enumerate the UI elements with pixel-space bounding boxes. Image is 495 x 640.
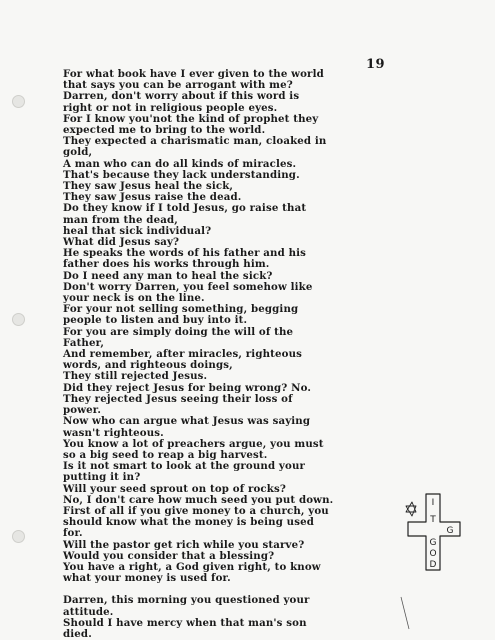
text-line: attitude. <box>63 605 114 618</box>
text-line: For I know you'not the kind of prophet they <box>63 112 319 125</box>
text-line: You have a right, a God given right, to know <box>63 560 321 573</box>
main-paragraph <box>63 69 393 584</box>
binder-hole <box>12 530 25 543</box>
text-line: Will your seed sprout on top of rocks? <box>63 482 286 495</box>
hand-drawn-cross-icon <box>402 492 466 574</box>
text-line: They saw Jesus heal the sick, <box>63 180 234 193</box>
text-line: Darren, this morning you questioned your <box>63 594 310 607</box>
cross-letter: D <box>429 560 437 570</box>
text-line: should know what the money is being used <box>63 516 315 529</box>
text-line: They rejected Jesus seeing their loss of <box>63 392 293 405</box>
text-line: your neck is on the line. <box>63 292 205 305</box>
cross-letter: G <box>429 538 437 548</box>
text-line: Would you consider that a blessing? <box>63 549 275 562</box>
binder-hole <box>12 95 25 108</box>
text-line: You know a lot of preachers argue, you must <box>63 437 324 450</box>
text-line: expected me to bring to the world. <box>63 124 266 137</box>
text-line: so a big seed to reap a big harvest. <box>63 448 268 461</box>
text-line: They expected a charismatic man, cloaked in <box>63 135 327 148</box>
text-line: Darren, don't worry about if this word is <box>63 90 300 103</box>
text-line: gold, <box>63 146 93 159</box>
cross-letter: G <box>446 526 454 536</box>
text-line: What did Jesus say? <box>63 236 180 249</box>
text-line: Do they know if I told Jesus, go raise that <box>63 202 307 215</box>
closing-paragraph <box>63 595 393 640</box>
text-line: Don't worry Darren, you feel somehow like <box>63 280 313 293</box>
text-line: They still rejected Jesus. <box>63 370 208 383</box>
text-line: that says you can be arrogant with me? <box>63 79 293 92</box>
text-line: power. <box>63 404 102 417</box>
text-line: father does his works through him. <box>63 258 270 271</box>
text-line: right or not in religious people eyes. <box>63 101 278 114</box>
text-line: Will the pastor get rich while you starve? <box>63 538 305 551</box>
cross-letter: O <box>429 549 437 559</box>
text-line: what your money is used for. <box>63 572 231 585</box>
text-line: wasn't righteous. <box>63 426 164 439</box>
text-line: Is it not smart to look at the ground your <box>63 460 306 473</box>
pen-mark-icon <box>395 595 425 635</box>
page-number: 19 <box>366 57 386 72</box>
text-line: No, I don't care how much seed you put down. <box>63 493 334 506</box>
text-line: For you are simply doing the will of the <box>63 325 294 338</box>
text-line: Do I need any man to heal the sick? <box>63 269 273 282</box>
binder-hole <box>12 313 25 326</box>
text-line: for. <box>63 527 83 540</box>
text-line: For what book have I ever given to the world <box>63 68 324 80</box>
text-line: words, and righteous doings, <box>63 359 233 372</box>
text-line: Now who can argue what Jesus was saying <box>63 415 311 428</box>
text-line: Did they reject Jesus for being wrong? No. <box>63 381 312 394</box>
text-line: died. <box>63 627 92 640</box>
text-line: He speaks the words of his father and his <box>63 247 307 260</box>
text-line: They saw Jesus raise the dead. <box>63 191 242 204</box>
text-line: Father, <box>63 336 105 349</box>
text-line: For your not selling something, begging <box>63 303 299 316</box>
text-line: A man who can do all kinds of miracles. <box>63 157 297 170</box>
text-line: putting it in? <box>63 471 141 484</box>
text-line: people to listen and buy into it. <box>63 314 248 327</box>
text-line: That's because they lack understanding. <box>63 168 300 181</box>
cross-letter: I <box>431 498 435 508</box>
text-line: First of all if you give money to a church, you <box>63 504 329 517</box>
text-line: And remember, after miracles, righteous <box>63 348 303 361</box>
body-text <box>63 69 393 640</box>
text-line: heal that sick individual? <box>63 224 212 237</box>
cross-letter: T <box>430 515 436 525</box>
text-line: man from the dead, <box>63 213 178 226</box>
text-line: Should I have mercy when that man's son <box>63 616 307 629</box>
